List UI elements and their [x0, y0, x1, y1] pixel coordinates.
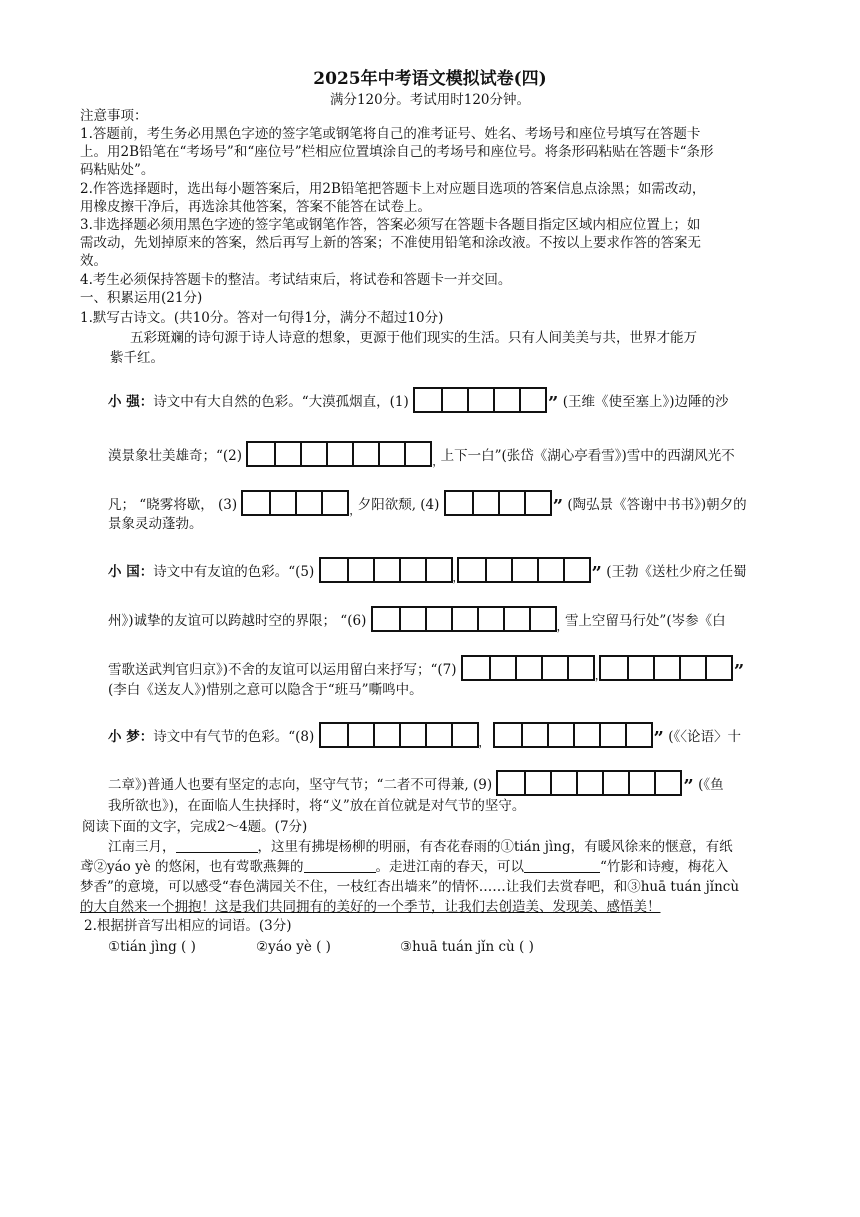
notice-line: 效。 — [80, 253, 107, 269]
notice-line: 上。用2B铅笔在“考场号”和“座位号”栏相应位置填涂自己的考场号和座位号。将条形码粘贴在答题卡“条形 — [80, 144, 714, 160]
notice-line: 需改动，先划掉原来的答案，然后再写上新的答案；不准使用铅笔和涂改液。不按以上要求作答的答案无 — [80, 235, 701, 251]
answer-grid-9[interactable]: ” — [496, 770, 693, 796]
xiaoguo-line-3: 雪歌送武判官归京》)不舍的友谊可以运用留白来抒写；“(7) ， ” — [108, 655, 744, 681]
xiaoqiang-line-4: 景象灵动蓬勃。 — [108, 516, 203, 532]
answer-grid-2[interactable]: ， — [246, 441, 436, 467]
answer-grid-8[interactable]: ， ” — [319, 722, 664, 748]
xiaoqiang-line-2: 漠景象壮美雄奇；“(2) ， 上下一白”(张岱《湖心亭看雪》)雪中的西湖风光不 — [108, 441, 735, 467]
notice-line: 4.考生必须保持答题卡的整洁。考试结束后，将试卷和答题卡一并交回。 — [80, 272, 512, 288]
xiaoqiang-line-1: 小 强：诗文中有大自然的色彩。“大漠孤烟直，(1) ” (王维《使至塞上》)边陲的沙 — [108, 387, 728, 413]
page-title: 2025年中考语文模拟试卷(四) — [313, 69, 547, 89]
reading-intro: 阅读下面的文字，完成2～4题。(7分) — [82, 819, 308, 835]
q2-item-1[interactable]: ①tián jìng ( ) — [108, 939, 196, 955]
question-1-heading: 1.默写古诗文。(共10分。答对一句得1分，满分不超过10分) — [80, 310, 444, 326]
xiaomeng-line-1: 小 梦：诗文中有气节的色彩。“(8) ， ” (《〈论语〉十 — [108, 722, 741, 748]
notice-heading: 注意事项： — [80, 108, 148, 124]
intro-text: 五彩斑斓的诗句源于诗人诗意的想象，更源于他们现实的生活。只有人间美美与共，世界才能万 — [130, 330, 697, 346]
notice-line: 3.非选择题必须用黑色字迹的签字笔或钢笔作答，答案必须写在答题卡各题目指定区域内相应位置上；如 — [80, 217, 701, 233]
xiaomeng-line-3: 我所欲也》)，在面临人生抉择时，将“义”放在首位就是对气节的坚守。 — [108, 798, 526, 814]
xiaoguo-line-2: 州》)诚挚的友谊可以跨越时空的界限； “(6) ， 雪上空留马行处”(岑参《白 — [108, 606, 726, 632]
answer-grid-6[interactable]: ， — [371, 606, 561, 632]
answer-grid-5[interactable]: ， ” — [319, 557, 602, 583]
notice-line: 1.答题前，考生务必用黑色字迹的签字笔或钢笔将自己的准考证号、姓名、考场号和座位号填写在答题卡 — [80, 126, 701, 142]
reading-line-1: 江南三月， ，这里有拂堤杨柳的明丽，有杏花春雨的①tián jìng，有暖风徐来的惬意，有纸 — [108, 839, 733, 855]
fill-blank-3[interactable] — [524, 858, 600, 873]
question-2-heading: 2.根据拼音写出相应的词语。(3分) — [84, 918, 292, 934]
reading-line-4: 的大自然来一个拥抱！这是我们共同拥有的美好的一个季节，让我们去创造美、发现美、感悟美！ — [80, 899, 661, 915]
speaker-xiaoqiang: 小 强： — [108, 394, 154, 410]
speaker-xiaoguo: 小 国： — [108, 564, 154, 580]
notice-line: 2.作答选择题时，选出每小题答案后，用2B铅笔把答题卡上对应题目选项的答案信息点涂黑；如需改动， — [80, 181, 706, 197]
xiaomeng-line-2: 二章》)普通人也要有坚定的志向，坚守气节；“二者不可得兼, (9) ” (《鱼 — [108, 770, 724, 796]
reading-line-2: 鸢②yáo yè 的悠闲，也有莺歌燕舞的 。走进江南的春天，可以 “竹影和诗瘦，梅花入 — [80, 859, 729, 875]
q2-item-3[interactable]: ③huā tuán jǐn cù ( ) — [400, 939, 534, 955]
notice-line: 码粘贴处”。 — [80, 162, 155, 178]
xiaoguo-line-1: 小 国：诗文中有友谊的色彩。“(5) ， ” (王勃《送杜少府之任蜀 — [108, 557, 746, 583]
xiaoguo-line-4: (李白《送友人》)惜别之意可以隐含于“班马”嘶鸣中。 — [108, 682, 423, 698]
answer-grid-7[interactable]: ， ” — [461, 655, 744, 681]
intro-text: 紫千红。 — [110, 350, 164, 366]
answer-grid-1[interactable]: ” — [413, 387, 558, 413]
speaker-xiaomeng: 小 梦： — [108, 729, 154, 745]
section-heading: 一、积累运用(21分) — [80, 290, 203, 306]
fill-blank-1[interactable] — [176, 838, 258, 853]
reading-line-3: 梦香”的意境，可以感受“春色满园关不住，一枝红杏出墙来”的情怀……让我们去赏春吧，和③huā tuán jǐncù — [80, 879, 740, 895]
xiaoqiang-line-3: 凡； “晓雾将歇， (3) ， 夕阳欲颓, (4) ” (陶弘景《答谢中书书》)朝夕的 — [108, 490, 747, 516]
fill-blank-2[interactable] — [304, 858, 376, 873]
notice-line: 用橡皮擦干净后，再选涂其他答案，答案不能答在试卷上。 — [80, 199, 431, 215]
answer-grid-4[interactable]: ” — [444, 490, 563, 516]
answer-grid-3[interactable]: ， — [241, 490, 353, 516]
page-subtitle: 满分120分。考试用时120分钟。 — [329, 92, 531, 108]
q2-item-2[interactable]: ②yáo yè ( ) — [256, 939, 331, 955]
